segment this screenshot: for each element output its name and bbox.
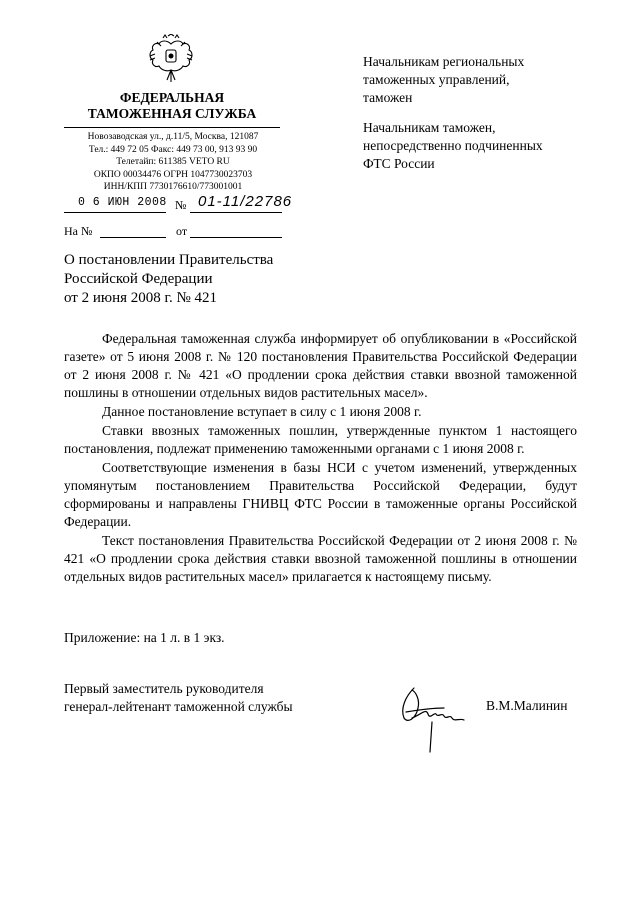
addressee-line: непосредственно подчиненных: [363, 138, 543, 153]
organization-name: [62, 90, 282, 122]
reference-date-label: от: [176, 224, 188, 238]
org-name-line: ТАМОЖЕННАЯ СЛУЖБА: [87, 106, 257, 121]
addressee-block-customs: [363, 119, 603, 173]
subject-line: Российской Федерации: [64, 271, 213, 287]
registration-number: 01-11/22786: [198, 193, 293, 210]
date-underline: [64, 212, 166, 213]
attachment-note: Приложение: на 1 л. в 1 экз.: [64, 630, 225, 645]
body-paragraph: Текст постановления Правительства Российской Федерации от 2 июня 2008 г. № 421 «О продлении срока действия ставки ввозной таможенной пошлины в отношении отдельных видов растительных масел» прилагается к настоящему письму.: [64, 533, 577, 584]
body-paragraph: Данное постановление вступает в силу с 1 июня 2008 г.: [102, 404, 422, 419]
organization-address: [62, 131, 284, 194]
subject-line: от 2 июня 2008 г. № 421: [64, 290, 218, 306]
addressee-line: таможен: [363, 90, 413, 105]
address-line: Тел.: 449 72 05 Факс: 449 73 00, 913 93 90: [88, 144, 258, 155]
position-line: генерал-лейтенант таможенной службы: [64, 699, 293, 714]
registration-number-label: №: [175, 198, 187, 212]
body-paragraph: Федеральная таможенная служба информирует об опубликовании в «Российской газете» от 5 июня 2008 г. № 120 постановления Правительства Российской Федерации от 2 июня 2008 г. № 421 «О продлении срока действия ставки ввозной таможенной пошлины в отношении отдельных видов растительных масел».: [64, 331, 577, 400]
reference-number-blank: [100, 237, 166, 238]
org-name-line: ФЕДЕРАЛЬНАЯ: [119, 90, 225, 105]
position-line: Первый заместитель руководителя: [64, 681, 264, 696]
address-line: Телетайп: 611385 VETO RU: [116, 157, 230, 168]
reference-number-label: На №: [64, 224, 93, 238]
body-paragraph: Соответствующие изменения в базы НСИ с учетом изменений, утвержденных упомянутым постановлением Правительства Российской Федерации, будут сформированы и направлены ГНИВЦ ФТС России в таможенные органы Российской Федерации.: [64, 460, 577, 529]
signatory-position: [64, 680, 293, 716]
subject-line: О постановлении Правительства: [64, 252, 274, 268]
address-line: ИНН/КПП 7730176610/773001001: [103, 182, 243, 193]
double-headed-eagle-emblem-icon: [147, 34, 195, 84]
addressee-line: таможенных управлений,: [363, 72, 510, 87]
addressee-line: Начальникам региональных: [363, 54, 525, 69]
address-line: ОКПО 00034476 ОГРН 1047730023703: [93, 169, 253, 180]
addressee-block-regional: [363, 53, 603, 107]
letterhead-divider: [64, 127, 280, 128]
addressee-line: Начальникам таможен,: [363, 120, 496, 135]
handwritten-signature-icon: [392, 678, 482, 756]
number-underline: [190, 212, 282, 213]
letter-subject: [64, 251, 324, 308]
letter-body: [64, 330, 577, 587]
address-line: Новозаводская ул., д.11/5, Москва, 121087: [87, 132, 259, 142]
body-paragraph: Ставки ввозных таможенных пошлин, утвержденные пунктом 1 настоящего постановления, подлежат применению таможенными органами с 1 июня 2008 г.: [64, 423, 577, 456]
reference-date-blank: [190, 237, 282, 238]
registration-date-stamp: 0 6 ИЮН 2008: [78, 196, 167, 209]
addressee-line: ФТС России: [363, 156, 435, 171]
signer-name: В.М.Малинин: [486, 698, 568, 713]
